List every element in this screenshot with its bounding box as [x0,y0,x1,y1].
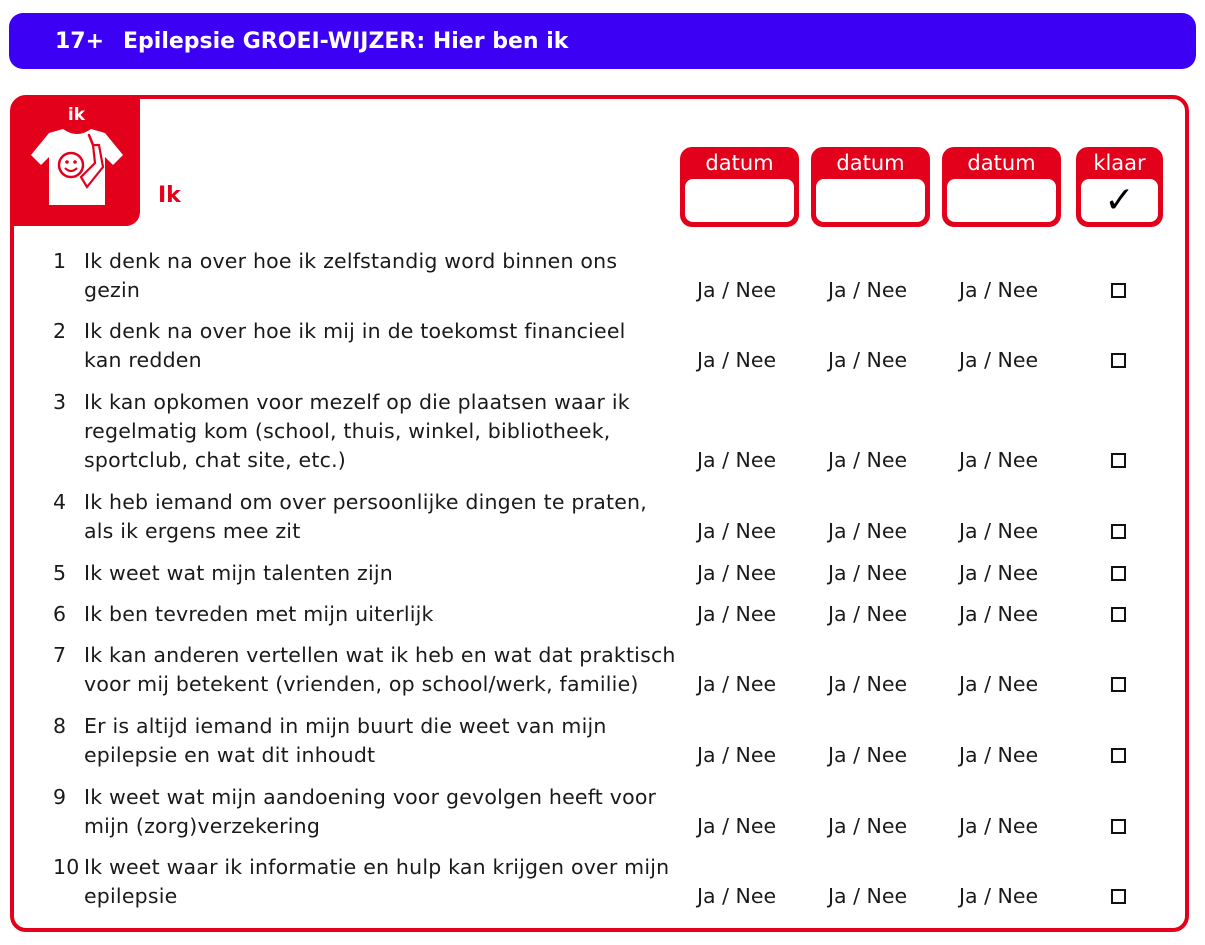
done-checkbox[interactable] [1111,889,1126,904]
done-checkbox[interactable] [1111,283,1126,298]
answer-ja-nee-2[interactable]: Ja / Nee [828,743,908,767]
done-column [1076,147,1163,227]
answer-ja-nee-2[interactable]: Ja / Nee [828,884,908,908]
column-label: datum [967,151,1036,175]
answer-ja-nee-3[interactable]: Ja / Nee [959,884,1039,908]
column-label: klaar [1093,151,1146,175]
question-text: Ik kan anderen vertellen wat ik heb en wat dat praktisch voor mij betekent (vrienden, op school/werk, familie) [84,643,676,696]
question-text: Ik weet wat mijn talenten zijn [84,561,393,585]
question-number: 9 [53,785,67,809]
date-column-3 [942,147,1061,227]
question-text: Ik denk na over hoe ik mij in de toekomst financieel kan redden [84,319,626,372]
page-title: Epilepsie GROEI-WIJZER: Hier ben ik [123,28,569,54]
answer-ja-nee-3[interactable]: Ja / Nee [959,278,1039,302]
done-checkbox[interactable] [1111,353,1126,368]
answer-ja-nee-1[interactable]: Ja / Nee [697,561,777,585]
answer-ja-nee-2[interactable]: Ja / Nee [828,519,908,543]
answer-ja-nee-3[interactable]: Ja / Nee [959,448,1039,472]
question-number: 4 [53,490,67,514]
answer-ja-nee-2[interactable]: Ja / Nee [828,602,908,626]
answer-ja-nee-3[interactable]: Ja / Nee [959,602,1039,626]
question-number: 1 [53,249,67,273]
question-text: Ik kan opkomen voor mezelf op die plaatsen waar ik regelmatig kom (school, thuis, winkel, bibliotheek, sportclub, chat site, etc.) [84,390,630,472]
done-checkbox[interactable] [1111,819,1126,834]
answer-ja-nee-1[interactable]: Ja / Nee [697,278,777,302]
answer-ja-nee-3[interactable]: Ja / Nee [959,348,1039,372]
answer-ja-nee-2[interactable]: Ja / Nee [828,672,908,696]
done-checkbox[interactable] [1111,748,1126,763]
answer-ja-nee-3[interactable]: Ja / Nee [959,743,1039,767]
question-text: Er is altijd iemand in mijn buurt die weet van mijn epilepsie en wat dit inhoudt [84,714,607,767]
date-field-3[interactable] [947,179,1056,222]
date-field-2[interactable] [816,179,925,222]
question-number: 6 [53,602,67,626]
answer-ja-nee-1[interactable]: Ja / Nee [697,814,777,838]
date-field-1[interactable] [685,179,794,222]
answer-ja-nee-1[interactable]: Ja / Nee [697,448,777,472]
question-text: Ik weet waar ik informatie en hulp kan krijgen over mijn epilepsie [84,855,670,908]
question-text: Ik weet wat mijn aandoening voor gevolgen heeft voor mijn (zorg)verzekering [84,785,657,838]
answer-ja-nee-1[interactable]: Ja / Nee [697,348,777,372]
checkmark-icon: ✓ [1104,180,1135,221]
question-number: 7 [53,643,67,667]
done-checkbox[interactable] [1111,607,1126,622]
question-text: Ik heb iemand om over persoonlijke dingen te praten, als ik ergens mee zit [84,490,647,543]
date-column-2 [811,147,930,227]
column-label: datum [836,151,905,175]
answer-ja-nee-1[interactable]: Ja / Nee [697,602,777,626]
answer-ja-nee-2[interactable]: Ja / Nee [828,278,908,302]
question-text: Ik ben tevreden met mijn uiterlijk [84,602,434,626]
answer-ja-nee-2[interactable]: Ja / Nee [828,348,908,372]
done-checkbox[interactable] [1111,566,1126,581]
answer-ja-nee-1[interactable]: Ja / Nee [697,884,777,908]
question-number: 5 [53,561,67,585]
done-checkbox[interactable] [1111,677,1126,692]
child-tshirt-pointing-icon [27,127,127,207]
question-number: 10 [53,855,80,879]
done-field [1081,179,1158,222]
done-checkbox[interactable] [1111,453,1126,468]
column-label: datum [705,151,774,175]
question-text: Ik denk na over hoe ik zelfstandig word binnen ons gezin [84,249,618,302]
age-label: 17+ [55,28,105,54]
header-banner [9,13,1196,69]
question-number: 2 [53,319,67,343]
answer-ja-nee-3[interactable]: Ja / Nee [959,814,1039,838]
question-number: 8 [53,714,67,738]
badge-label: ik [67,105,86,125]
answer-ja-nee-2[interactable]: Ja / Nee [828,448,908,472]
answer-ja-nee-1[interactable]: Ja / Nee [697,743,777,767]
answer-ja-nee-1[interactable]: Ja / Nee [697,519,777,543]
answer-ja-nee-2[interactable]: Ja / Nee [828,561,908,585]
answer-ja-nee-3[interactable]: Ja / Nee [959,672,1039,696]
answer-ja-nee-3[interactable]: Ja / Nee [959,519,1039,543]
done-checkbox[interactable] [1111,524,1126,539]
question-number: 3 [53,390,67,414]
answer-ja-nee-3[interactable]: Ja / Nee [959,561,1039,585]
section-title: Ik [158,183,181,208]
answer-ja-nee-1[interactable]: Ja / Nee [697,672,777,696]
date-column-1 [680,147,799,227]
answer-ja-nee-2[interactable]: Ja / Nee [828,814,908,838]
ik-badge [13,97,140,226]
